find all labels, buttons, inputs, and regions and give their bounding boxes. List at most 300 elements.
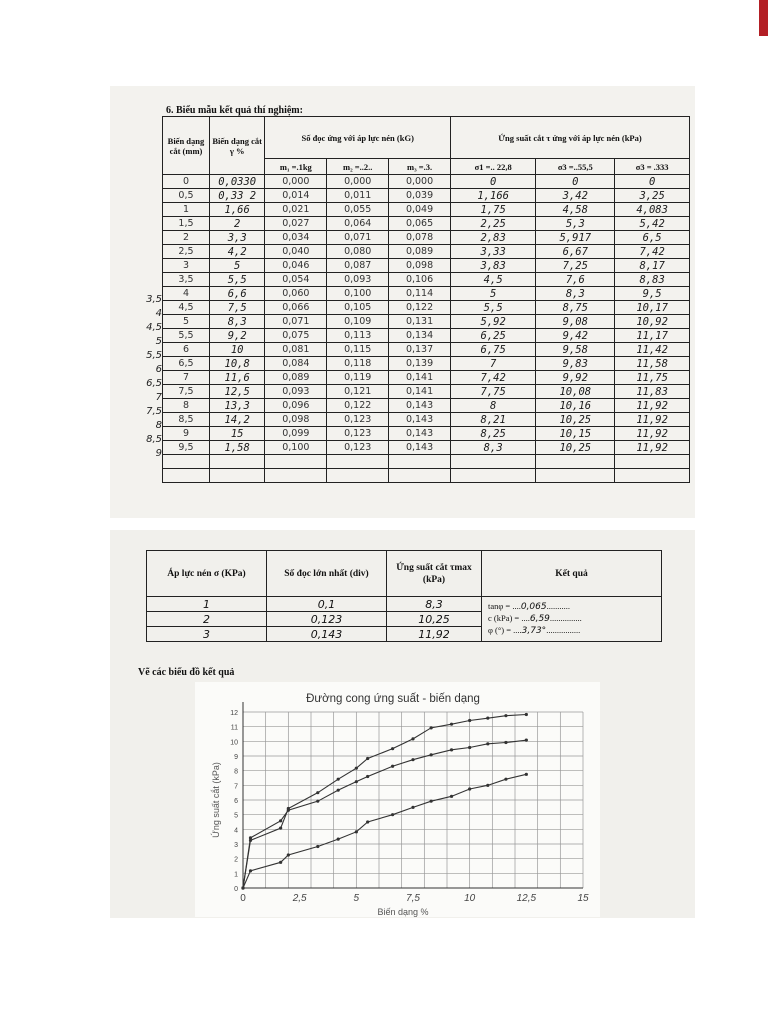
data-point [249,839,252,842]
table-cell: 5 [209,259,264,273]
ap-luc-cell: 2 [147,612,267,627]
data-point [450,795,453,798]
data-point [411,758,414,761]
c-label: c (kPa) = [488,613,520,623]
table-cell: 3 [163,259,210,273]
margin-numbers [128,293,162,461]
table-cell [451,455,536,469]
table-row [163,273,690,287]
table-cell: 4,58 [536,203,615,217]
table-cell [615,469,690,483]
table-cell: 8,3 [451,441,536,455]
table-row [163,189,690,203]
table-row [163,175,690,189]
table-cell: 0,143 [389,441,451,455]
data-point [450,748,453,751]
data-point [525,773,528,776]
table-cell: 10,25 [536,441,615,455]
data-point [366,757,369,760]
table-cell: 14,2 [209,413,264,427]
x-tick-label: 12,5 [516,893,537,904]
x-tick-label: 0 [240,893,246,904]
table-cell: 0,109 [327,315,389,329]
table-cell: 0,131 [389,315,451,329]
data-point [430,800,433,803]
so-doc-cell: 0,143 [267,627,387,642]
x-axis-label: Biến dạng % [377,907,429,917]
table-cell: 7 [163,371,210,385]
table-cell: 0,118 [327,357,389,371]
header-bien-dang-pct: Biến dạng cắt γ % [209,117,264,175]
table-cell: 5,5 [163,329,210,343]
table-cell: 10,92 [615,315,690,329]
table-cell: 3,83 [451,259,536,273]
table-cell: 0,078 [389,231,451,245]
table-cell: 0,014 [265,189,327,203]
table-cell: 0,093 [327,273,389,287]
table-row [163,259,690,273]
table-cell: 9,5 [163,441,210,455]
table-cell: 0,143 [389,413,451,427]
result-table [162,116,690,483]
table-cell: 7,75 [451,385,536,399]
table-cell: 8,3 [536,287,615,301]
table-cell: 6,5 [615,231,690,245]
header-sigma3b: σ3 = .333 [615,159,690,175]
table-cell: 2 [163,231,210,245]
table-cell: 5,92 [451,315,536,329]
data-point [337,838,340,841]
table-cell: 8,17 [615,259,690,273]
table-row [163,301,690,315]
table-cell: 10,8 [209,357,264,371]
table-cell: 9,83 [536,357,615,371]
ap-luc-cell: 3 [147,627,267,642]
table-cell: 0,0330 [209,175,264,189]
table-cell [536,469,615,483]
margin-number: 8,5 [146,434,162,445]
table-cell: 0,034 [265,231,327,245]
table-cell: 0,098 [389,259,451,273]
margin-number: 3,5 [146,294,162,305]
table-cell: 0,141 [389,371,451,385]
table-cell: 0 [451,175,536,189]
summary-table [146,550,662,642]
table-cell: 10,15 [536,427,615,441]
header-so-doc-max: Số đọc lớn nhất (div) [267,551,387,597]
y-tick-label: 2 [234,856,238,864]
header-sigma3a: σ3 =..55,5 [536,159,615,175]
table-cell [389,455,451,469]
table-cell: 0,021 [265,203,327,217]
data-point [525,739,528,742]
table-cell: 0,089 [265,371,327,385]
table-cell: 5 [451,287,536,301]
table-cell: 0 [536,175,615,189]
table-row [163,329,690,343]
table-cell: 8,75 [536,301,615,315]
table-cell: 8 [163,399,210,413]
table-cell: 3,33 [451,245,536,259]
table-cell: 2,5 [163,245,210,259]
x-tick-label: 5 [353,893,360,904]
data-point [411,806,414,809]
red-edge [759,0,768,36]
table-cell: 0,066 [265,301,327,315]
table-cell: 0,134 [389,329,451,343]
margin-number: 7,5 [146,406,162,417]
table-cell: 0,122 [389,301,451,315]
table-cell: 6,5 [163,357,210,371]
tan-phi-label: tanφ = [488,601,511,611]
table-cell: 1,58 [209,441,264,455]
table-cell: 5,3 [536,217,615,231]
table-cell: 12,5 [209,385,264,399]
table-row [163,371,690,385]
table-cell: 0,139 [389,357,451,371]
stress-strain-chart [195,682,600,917]
tan-phi-value: 0,065 [520,602,547,612]
table-cell: 0,141 [389,385,451,399]
table-cell: 0,060 [265,287,327,301]
margin-number: 4 [155,308,162,319]
table-cell: 4,083 [615,203,690,217]
table-cell: 4,5 [451,273,536,287]
table-cell [327,455,389,469]
table-cell: 0,096 [265,399,327,413]
table-row [163,217,690,231]
table-cell: 0,114 [389,287,451,301]
table-cell [327,469,389,483]
data-point [430,753,433,756]
table-cell: 10,08 [536,385,615,399]
table-cell: 0,040 [265,245,327,259]
data-point [391,813,394,816]
table-cell: 3,5 [163,273,210,287]
table-cell: 9,5 [615,287,690,301]
table-cell [389,469,451,483]
margin-number: 8 [155,420,162,431]
series-line [243,740,526,888]
data-point [316,791,319,794]
table-cell: 11,17 [615,329,690,343]
tau-max-cell: 8,3 [387,597,482,612]
table-cell: 3,42 [536,189,615,203]
data-point [504,714,507,717]
header-ap-luc: Áp lực nén σ (KPa) [147,551,267,597]
table-cell: 4 [163,287,210,301]
y-tick-label: 5 [234,812,238,820]
data-point [504,741,507,744]
result-sheet-photo [110,86,695,518]
table-cell: 11,6 [209,371,264,385]
table-cell: 11,58 [615,357,690,371]
tau-max-cell: 10,25 [387,612,482,627]
y-tick-label: 4 [234,827,238,835]
table-cell: 4,2 [209,245,264,259]
margin-number: 6 [155,364,162,375]
table-cell: 2,83 [451,231,536,245]
table-cell: 3,25 [615,189,690,203]
y-tick-label: 10 [230,739,238,747]
table-cell: 0,039 [389,189,451,203]
table-cell: 9,08 [536,315,615,329]
table-cell: 6 [163,343,210,357]
table-row [163,245,690,259]
data-point [355,767,358,770]
margin-number: 7 [155,392,162,403]
header-sigma1: σ1 =.. 22,8 [451,159,536,175]
table-cell: 11,75 [615,371,690,385]
phi-label: φ (°) = [488,625,512,635]
table-cell: 0,089 [389,245,451,259]
data-point [355,830,358,833]
margin-number: 9 [155,448,162,459]
table-cell: 7,25 [536,259,615,273]
table-cell: 4,5 [163,301,210,315]
table-cell: 0,027 [265,217,327,231]
table-cell: 0,105 [327,301,389,315]
results-cell [482,597,662,642]
table-cell: 0,075 [265,329,327,343]
so-doc-cell: 0,1 [267,597,387,612]
table-cell: 11,92 [615,441,690,455]
data-point [287,853,290,856]
y-tick-label: 12 [230,710,238,717]
phi-value: 3,73° [521,626,547,636]
data-point [279,819,282,822]
data-point [504,778,507,781]
table-cell [209,455,264,469]
data-point [430,726,433,729]
table-cell: 11,42 [615,343,690,357]
table-cell: 7,6 [536,273,615,287]
table-cell: 2,25 [451,217,536,231]
table-cell: 1,66 [209,203,264,217]
table-row [163,343,690,357]
table-cell [209,469,264,483]
table-cell: 1,5 [163,217,210,231]
header-so-doc: Số đọc ứng với áp lực nén (kG) [265,117,451,159]
header-tau-max: Ứng suất cắt τmax (kPa) [387,551,482,597]
table-cell: 0,106 [389,273,451,287]
data-point [391,747,394,750]
table-cell [163,469,210,483]
data-point [411,737,414,740]
phi-line: φ (°) = ....3,73°................ [488,625,581,636]
table-cell: 0,121 [327,385,389,399]
data-point [316,845,319,848]
table-cell: 0,113 [327,329,389,343]
table-cell: 10,16 [536,399,615,413]
table-cell: 0,093 [265,385,327,399]
summary-photo [110,530,695,918]
table-cell: 0,115 [327,343,389,357]
ap-luc-cell: 1 [147,597,267,612]
table-cell: 7,5 [163,385,210,399]
c-line: c (kPa) = ....6,59............... [488,613,582,624]
data-point [249,869,252,872]
table-cell: 7,42 [615,245,690,259]
table-cell: 9,58 [536,343,615,357]
x-tick-label: 7,5 [406,893,420,904]
table-cell: 0,123 [327,441,389,455]
table-cell: 8,21 [451,413,536,427]
table-row [163,399,690,413]
y-tick-label: 1 [234,871,238,879]
data-point [366,775,369,778]
table-cell: 7,42 [451,371,536,385]
table-row [163,441,690,455]
table-row [163,357,690,371]
table-cell: 6,25 [451,329,536,343]
table-cell: 10 [209,343,264,357]
y-tick-label: 8 [234,768,238,776]
table-cell: 15 [209,427,264,441]
section-title: 6. Biểu mẫu kết quả thí nghiệm: [166,105,303,116]
table-cell [536,455,615,469]
table-cell: 3,3 [209,231,264,245]
table-cell: 5,5 [451,301,536,315]
table-cell: 11,92 [615,399,690,413]
data-point [241,886,244,889]
table-cell: 1,166 [451,189,536,203]
table-cell: 8,3 [209,315,264,329]
table-cell: 0,080 [327,245,389,259]
table-cell: 5,917 [536,231,615,245]
data-point [355,780,358,783]
table-cell: 0,119 [327,371,389,385]
chart-panel [195,682,600,917]
table-cell: 9,42 [536,329,615,343]
series-line [243,774,526,888]
y-tick-label: 9 [234,754,238,761]
data-point [279,861,282,864]
tau-max-cell: 11,92 [387,627,482,642]
table-cell: 9 [163,427,210,441]
y-axis-label: Ứng suất cắt (kPa) [211,762,221,838]
y-tick-label: 11 [230,724,238,732]
data-point [337,789,340,792]
data-point [525,713,528,716]
table-cell: 0,099 [265,427,327,441]
data-point [316,800,319,803]
data-point [366,820,369,823]
table-row [163,455,690,469]
table-row [163,413,690,427]
table-cell: 5,42 [615,217,690,231]
table-cell: 7 [451,357,536,371]
table-cell: 6,75 [451,343,536,357]
table-cell: 1,75 [451,203,536,217]
table-cell: 0,33 2 [209,189,264,203]
table-cell: 0,123 [327,427,389,441]
data-point [468,787,471,790]
table-cell: 0,055 [327,203,389,217]
table-cell: 13,3 [209,399,264,413]
data-point [486,717,489,720]
table-row [163,287,690,301]
table-cell: 11,92 [615,413,690,427]
table-cell: 0,122 [327,399,389,413]
x-tick-label: 2,5 [292,893,307,904]
table-cell [615,455,690,469]
table-cell: 0,049 [389,203,451,217]
table-cell: 0,143 [389,427,451,441]
table-cell: 9,92 [536,371,615,385]
table-cell [265,455,327,469]
table-cell: 8,83 [615,273,690,287]
table-row [163,203,690,217]
table-cell: 0,064 [327,217,389,231]
series-line [243,714,526,888]
header-m3: m₃ =.3. [389,159,451,175]
data-point [279,827,282,830]
table-cell: 0,084 [265,357,327,371]
table-cell: 0,065 [389,217,451,231]
table-cell: 0,123 [327,413,389,427]
so-doc-cell: 0,123 [267,612,387,627]
tan-phi-line: tanφ = ....0,065........... [488,601,570,612]
table-cell: 9,2 [209,329,264,343]
table-cell: 0,087 [327,259,389,273]
table-cell [265,469,327,483]
table-cell: 7,5 [209,301,264,315]
table-row [163,385,690,399]
table-cell [163,455,210,469]
y-tick-label: 7 [234,783,238,791]
table-cell: 0,081 [265,343,327,357]
table-cell: 0,100 [265,441,327,455]
table-cell: 8,5 [163,413,210,427]
margin-number: 5 [155,336,162,347]
table-row [163,469,690,483]
header-m1: m₁ =.1kg [265,159,327,175]
x-tick-label: 15 [577,893,589,904]
data-point [450,723,453,726]
charts-heading: Vẽ các biểu đồ kết quả [138,667,235,678]
table-cell: 0,000 [327,175,389,189]
table-cell: 0,054 [265,273,327,287]
table-cell: 11,92 [615,427,690,441]
x-tick-label: 10 [464,893,476,904]
y-tick-label: 6 [234,798,238,805]
c-value: 6,59 [529,614,550,624]
table-cell: 11,83 [615,385,690,399]
table-cell: 0 [615,175,690,189]
table-cell: 0,011 [327,189,389,203]
y-tick-label: 3 [234,842,238,849]
header-m2: m₂ =..2.. [327,159,389,175]
table-row [147,597,662,612]
table-cell [451,469,536,483]
table-cell: 8,25 [451,427,536,441]
table-cell: 5,5 [209,273,264,287]
table-cell: 5 [163,315,210,329]
table-cell: 10,25 [536,413,615,427]
table-cell: 8 [451,399,536,413]
margin-number: 5,5 [146,350,162,361]
margin-number: 4,5 [146,322,162,333]
table-cell: 1 [163,203,210,217]
data-point [486,742,489,745]
table-cell: 0,000 [389,175,451,189]
table-cell: 0,000 [265,175,327,189]
table-cell: 2 [209,217,264,231]
margin-number: 6,5 [146,378,162,389]
chart-title: Đường cong ứng suất - biến dạng [306,693,480,705]
table-cell: 0,137 [389,343,451,357]
